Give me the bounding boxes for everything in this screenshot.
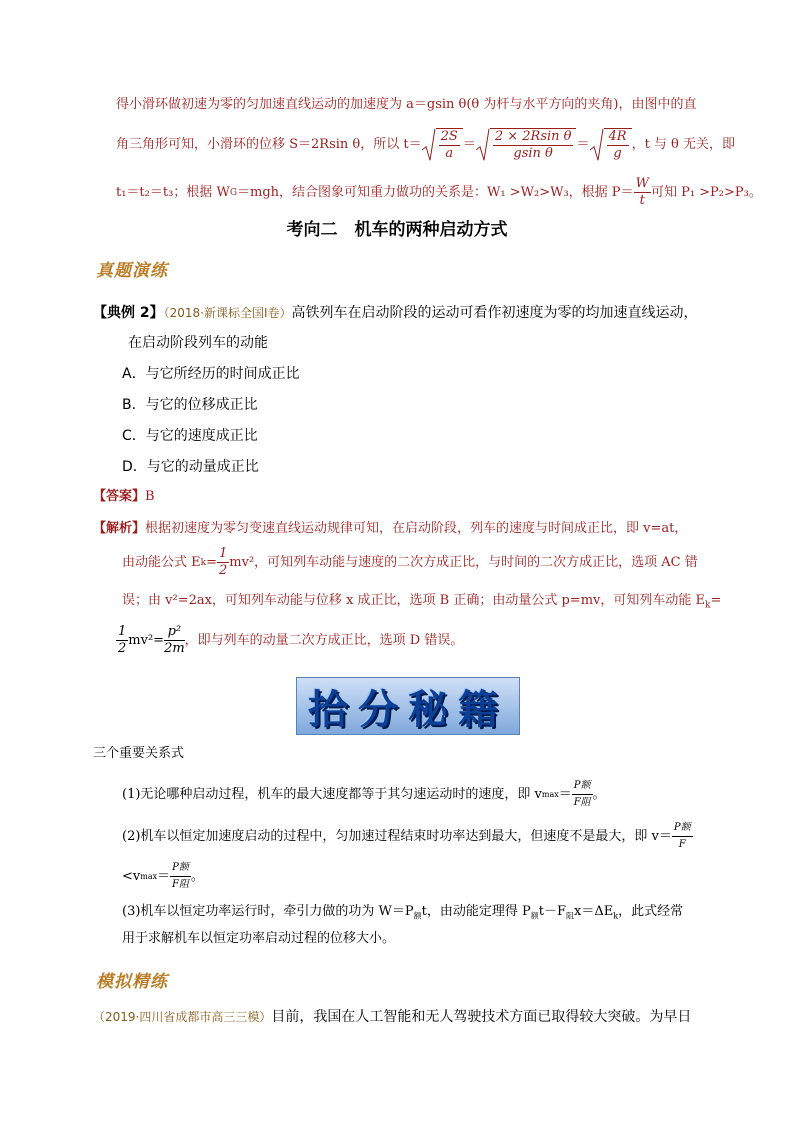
banner-box — [296, 677, 520, 735]
option-b[interactable]: B．与它的位移成正比 — [122, 397, 258, 413]
analysis-line-1: 【解析】根据初速度为零匀变速直线运动规律可知，在启动阶段，列车的速度与时间成正比，即 v=at， — [93, 521, 688, 536]
solution-line-2-end: ，t 与 θ 无关，即 — [631, 137, 736, 152]
relation-2: (2)机车以恒定加速度启动的过程中，匀加速过程结束时功率达到最大，但速度不是最大，即 v＝ $\frac{\text{P额}}{F}$ — [122, 820, 693, 853]
solution-line-2-text: 角三角形可知，小滑环的位移 S＝2Rsin θ，所以 t＝ — [116, 137, 422, 152]
analysis-line-3: 误；由 v²=2ax，可知列车动能与位移 x 成正比，选项 B 正确；由动量公式 p=mv，可知列车动能 $E_k=$ — [122, 593, 722, 611]
fraction-p-over-f-2: $\frac{\text{P额}}{F}$ — [673, 822, 691, 850]
option-c[interactable]: C．与它的速度成正比 — [122, 428, 258, 444]
fraction-p-over-f: $\frac{\text{P额}}{\text{F阻}}$ — [573, 780, 591, 808]
fraction-one-half-2: $\frac{1}{2}$ — [118, 624, 127, 656]
fraction-one-half: $\frac{1}{2}$ — [219, 546, 228, 578]
sqrt-expanded: $\frac{\text{2 × 2Rsin θ}}{\text{gsin θ}}$ — [476, 128, 577, 162]
tag-zhenti-yanlian: 真题演练 — [96, 261, 168, 281]
tag-moni-jinglian: 模拟精练 — [96, 972, 168, 992]
solution-line-1: 得小滑环做初速为零的匀加速直线运动的加速度为 a＝gsin θ(θ 为杆与水平方向的夹角)，由图中的直 — [116, 97, 697, 112]
relation-3: (3)机车以恒定功率运行时，牵引力做的功为 $W=P_额t$，由动能定理得 $P_额t-F_阻x=\Delta E_k$，此式经常 — [122, 904, 684, 921]
sqrt-2s-over-a: $\frac{2S}{a}$ — [422, 128, 463, 162]
analysis-line-4: $\frac{1}{2}$ mv²= $\frac{\text{p²}}{2m}$ ，即与列车的动量二次方成正比，选项 D 错误。 — [118, 624, 464, 656]
bottom-stem: （2019·四川省成都市高三三模）目前，我国在人工智能和无人驾驶技术方面已取得较大突破。为早日 — [93, 1009, 692, 1025]
solution-line-2 — [116, 128, 735, 162]
bottom-source: （2019·四川省成都市高三三模） — [93, 1010, 272, 1024]
example-source: （2018·新课标全国Ⅰ卷） — [163, 306, 292, 320]
example-label: 【典例 2】 — [93, 305, 164, 321]
banner-title: 拾分秘籍 — [308, 685, 508, 733]
analysis-line-2: 由动能公式 E k = $\frac{1}{2}$ mv²，可知列车动能与速度的二次方成正比，与时间的二次方成正比，选项 AC 错 — [122, 546, 698, 578]
answer-value: B — [145, 489, 155, 504]
section-title: 考向二 机车的两种启动方式 — [286, 220, 508, 240]
fraction-p-over-f-3: $\frac{\text{P额}}{\text{F阻}}$ — [172, 862, 189, 890]
example-stem-line-2: 在启动阶段列车的动能 — [128, 335, 268, 351]
example-stem-line-1: 【典例 2】（2018·新课标全国Ⅰ卷）高铁列车在启动阶段的运动可看作初速度为零的均加速直线运动， — [93, 305, 698, 321]
relations-heading: 三个重要关系式 — [93, 746, 185, 761]
relation-1: (1)无论哪种启动过程，机车的最大速度都等于其匀速运动时的速度，即 v max ＝ $\frac{\text{P额}}{\text{F阻}}$ 。 — [122, 778, 606, 811]
answer-line — [93, 488, 155, 506]
equals-sign: ＝ — [576, 137, 590, 152]
equals-sign: ＝ — [462, 137, 476, 152]
relation-2-cont: <v max ＝ $\frac{\text{P额}}{\text{F阻}}$ 。 — [122, 860, 204, 893]
solution-line-3: t₁＝t₂＝t₃；根据 W G ＝mgh，结合图象可知重力做功的关系是：W₁ >W₂>W₃，根据 P＝ $\frac{W}{t}$ 可知 P₁ >P₂>P₃。 — [116, 176, 762, 208]
answer-label: 【答案】 — [93, 489, 146, 504]
option-d[interactable]: D．与它的动量成正比 — [122, 459, 259, 475]
option-a[interactable]: A．与它所经历的时间成正比 — [122, 366, 300, 382]
fraction-w-over-t: $\frac{W}{t}$ — [635, 176, 649, 208]
analysis-label: 【解析】 — [93, 521, 146, 536]
sqrt-4r-over-g: $\frac{4R}{g}$ — [590, 128, 632, 162]
relation-3-line-2: 用于求解机车以恒定功率启动过程的位移大小。 — [122, 931, 396, 946]
fraction-p2-over-2m: $\frac{\text{p²}}{2m}$ — [164, 624, 185, 656]
